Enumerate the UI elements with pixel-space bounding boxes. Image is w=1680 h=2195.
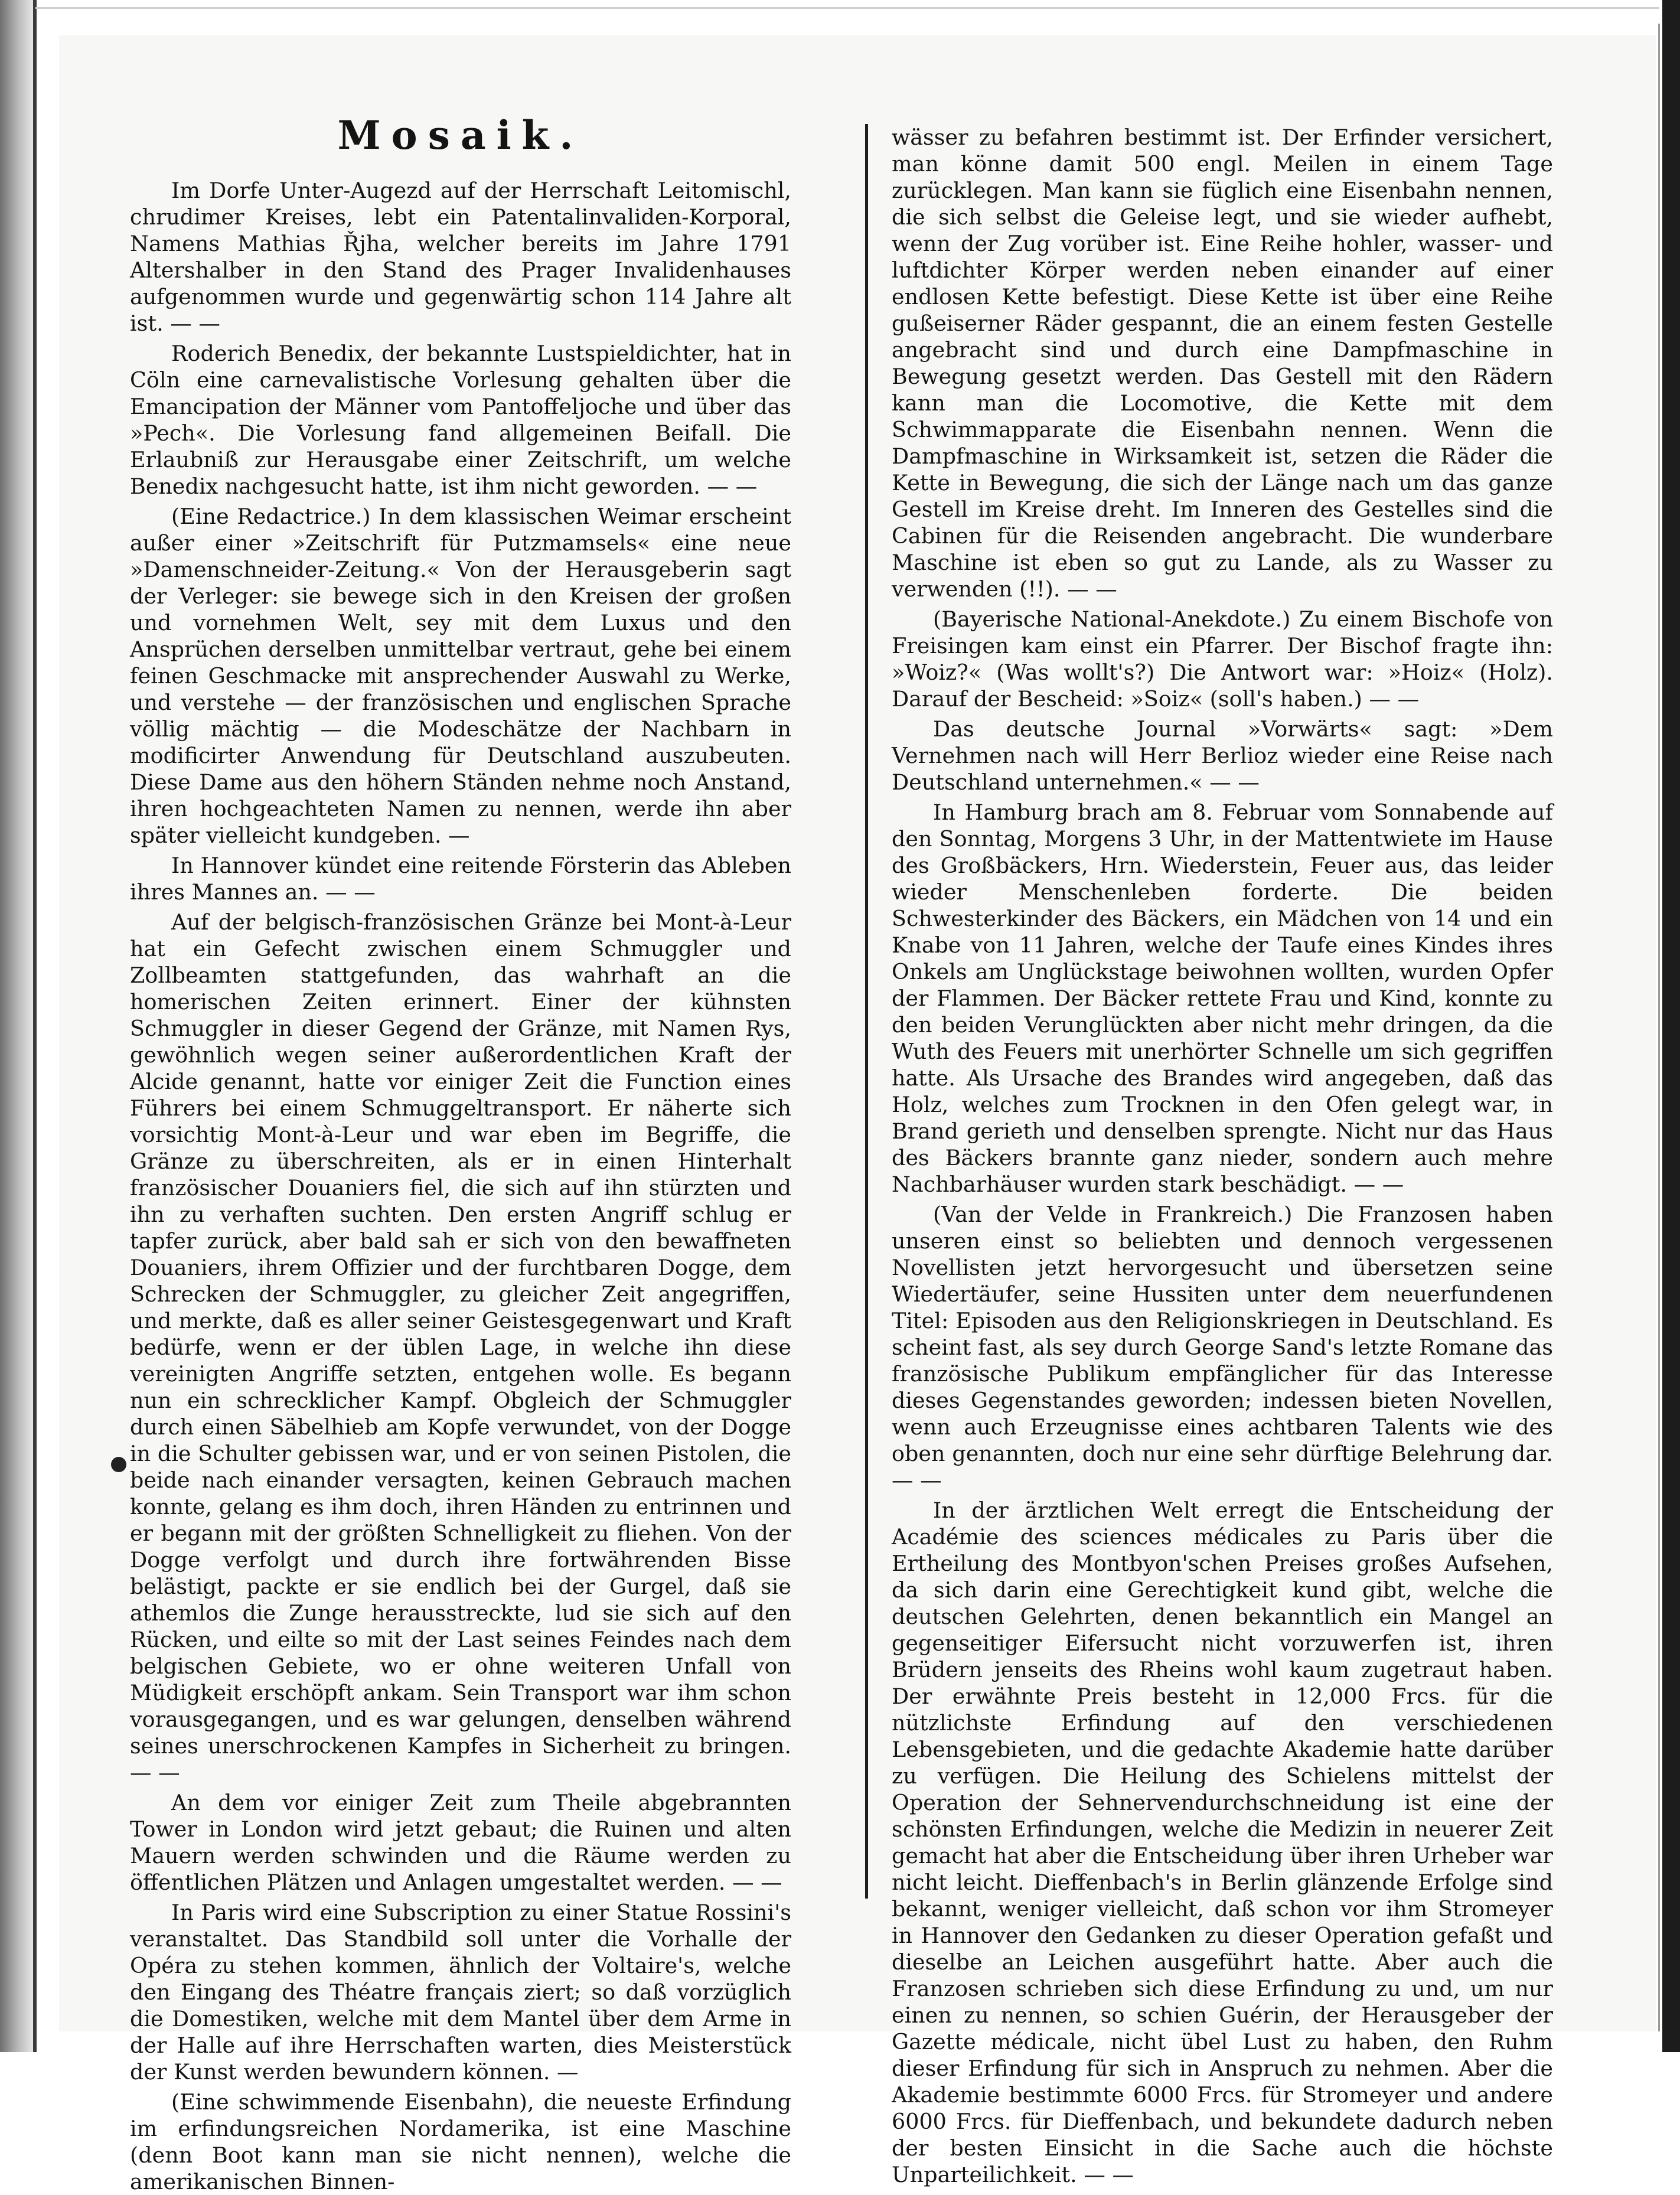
scan-top-line xyxy=(35,7,1659,9)
article-paragraph: In Hannover kündet eine reitende Försterin das Ableben ihres Mannes an. — — xyxy=(130,853,791,905)
article-paragraph: Das deutsche Journal »Vorwärts« sagt: »Dem Vernehmen nach will Herr Berlioz wieder eine Reise nach Deutschland unternehmen.« — — xyxy=(892,716,1553,795)
article-paragraph: wässer zu befahren bestimmt ist. Der Erfinder versichert, man könne damit 500 engl. Meilen in einem Tage zurücklegen. Man kann sie füglich eine Eisenbahn nennen, die sich selbst die Geleise legt, und sie wieder aufhebt, wenn der Zug vorüber ist. Eine Reihe hohler, wasser- und luftdichter Körper werden neben einander auf einer endlosen Kette befestigt. Diese Kette ist über eine Reihe gußeiserner Räder gespannt, die an einem festen Gestelle angebracht sind und durch eine Dampfmaschine in Bewegung gesetzt werden. Das Gestell mit den Rädern kann man die Locomotive, die Kette mit dem Schwimmapparate die Eisenbahn nennen. Wenn die Dampfmaschine in Wirksamkeit ist, setzen die Räder die Kette in Bewegung, die sich der Länge nach um das ganze Gestell im Kreise dreht. Im Inneren des Gestelles sind die Cabinen für die Reisenden angebracht. Die wunderbare Maschine ist eben so gut zu Lande, als zu Wasser zu verwenden (!!). — — xyxy=(892,125,1553,602)
article-paragraph: (Bayerische National-Anekdote.) Zu einem Bischofe von Freisingen kam einst ein Pfarrer. Der Bischof fragte ihn: »Woiz?« (Was wollt's?) Die Antwort war: »Hoiz« (Holz). Darauf der Bescheid: »Soiz« (soll's haben.) — — xyxy=(892,606,1553,712)
column-right xyxy=(892,124,1553,2188)
article-paragraph: Im Dorfe Unter-Augezd auf der Herrschaft Leitomischl, chrudimer Kreises, lebt ein Patentalinvaliden-Korporal, Namens Mathias Řjha, welcher bereits im Jahre 1791 Altershalber in den Stand des Prager Invalidenhauses aufgenommen wurde und gegenwärtig schon 114 Jahre alt ist. — — xyxy=(130,178,791,336)
scan-right-edge xyxy=(1662,0,1680,2052)
page-title: Mosaik. xyxy=(337,112,584,158)
article-paragraph: Auf der belgisch-französischen Gränze bei Mont-à-Leur hat ein Gefecht zwischen einem Schmuggler und Zollbeamten stattgefunden, das wahrhaft an die homerischen Zeiten erinnert. Einer der kühnsten Schmuggler in dieser Gegend der Gränze, mit Namen Rys, gewöhnlich wegen seiner außerordentlichen Kraft der Alcide genannt, hatte vor einiger Zeit die Function eines Führers bei einem Schmuggeltransport. Er näherte sich vorsichtig Mont-à-Leur und war eben im Begriffe, die Gränze zu überschreiten, als er in einen Hinterhalt französischer Douaniers fiel, die sich auf ihn stürzten und ihn zu verhaften suchten. Den ersten Angriff schlug er tapfer zurück, aber bald sah er sich von den bewaffneten Douaniers, ihrem Offizier und der furchtbaren Dogge, dem Schrecken der Schmuggler, zu gleicher Zeit angegriffen, und merkte, daß es aller seiner Geistesgegenwart und Kraft bedürfe, wenn er der üblen Lage, in welche ihn diese vereinigten Angriffe setzten, entgehen wolle. Es begann nun ein schrecklicher Kampf. Obgleich der Schmuggler durch einen Säbelhieb am Kopfe verwundet, von der Dogge in die Schulter gebissen war, und er von seinen Pistolen, die beide nach einander versagten, keinen Gebrauch machen konnte, gelang es ihm doch, ihren Händen zu entrinnen und er begann mit der größten Schnelligkeit zu fliehen. Von der Dogge verfolgt und durch ihre fortwährenden Bisse belästigt, packte er sie endlich bei der Gurgel, daß sie athemlos die Zunge herausstreckte, lud sie sich auf den Rücken, und eilte so mit der Last seines Feindes nach dem belgischen Gebiete, wo er ohne weiteren Unfall von Müdigkeit erschöpft ankam. Sein Transport war ihm schon vorausgegangen, und es war gelungen, denselben während seines unerschrockenen Kampfes in Sicherheit zu bringen. — — xyxy=(130,909,791,1785)
article-paragraph: (Eine schwimmende Eisenbahn), die neueste Erfindung im erfindungsreichen Nordamerika, ist eine Maschine (denn Boot kann man sie nicht nennen), welche die amerikanischen Binnen- xyxy=(130,2089,791,2194)
article-paragraph: In der ärztlichen Welt erregt die Entscheidung der Académie des sciences médicales zu Paris über die Ertheilung des Montbyon'schen Preises großes Aufsehen, da sich darin eine Gerechtigkeit kund gibt, welche die deutschen Gelehrten, denen bekanntlich ein Mangel an gegenseitiger Eifersucht nicht vorzuwerfen ist, ihren Brüdern jenseits des Rheins wohl kaum zugetraut haben. Der erwähnte Preis besteht in 12,000 Frcs. für die nützlichste Erfindung auf den verschiedenen Lebensgebieten, und die gedachte Akademie hatte darüber zu verfügen. Die Heilung des Schielens mittelst der Operation der Sehnervendurchschneidung ist eine der schönsten Erfindungen, welche die Medizin in neuerer Zeit gemacht hat aber die Entscheidung über ihren Urheber war nicht leicht. Dieffenbach's in Berlin glänzende Erfolge sind bekannt, weniger vielleicht, daß schon vor ihm Stromeyer in Hannover den Gedanken zu dieser Operation gefaßt und dieselbe an Leichen ausgeführt hatte. Aber auch die Franzosen schrieben sich diese Erfindung zu und, um nur einen zu nennen, so schien Guérin, der Herausgeber der Gazette médicale, nicht übel Lust zu haben, den Ruhm dieser Erfindung für sich in Anspruch zu nehmen. Aber die Akademie bestimmte 6000 Frcs. für Stromeyer und andere 6000 Frcs. für Dieffenbach, und bekundete dadurch neben der besten Einsicht in die Sache auch die höchste Unparteilichkeit. — — xyxy=(892,1498,1553,2187)
column-divider xyxy=(865,124,868,1899)
article-paragraph: In Paris wird eine Subscription zu einer Statue Rossini's veranstaltet. Das Standbild soll unter die Vorhalle der Opéra zu stehen kommen, ähnlich der Voltaire's, welche den Eingang des Théatre français ziert; so daß vorzüglich die Domestiken, welche mit dem Mantel über dem Arme in der Halle auf ihre Herrschaften warten, dies Meisterstück der Kunst werden bewundern können. — xyxy=(130,1900,791,2085)
article-paragraph: Roderich Benedix, der bekannte Lustspieldichter, hat in Cöln eine carnevalistische Vorlesung gehalten über die Emancipation der Männer vom Pantoffeljoche und über das »Pech«. Die Vorlesung fand allgemeinen Beifall. Die Erlaubniß zur Herausgabe einer Zeitschrift, um welche Benedix nachgesucht hatte, ist ihm nicht geworden. — — xyxy=(130,341,791,499)
scan-right-inner-line xyxy=(1658,24,1660,2031)
article-paragraph: An dem vor einiger Zeit zum Theile abgebrannten Tower in London wird jetzt gebaut; die Ruinen und alten Mauern werden schwinden und die Räume werden zu öffentlichen Plätzen und Anlagen umgestaltet werden. — — xyxy=(130,1790,791,1895)
article-paragraph: (Eine Redactrice.) In dem klassischen Weimar erscheint außer einer »Zeitschrift für Putzmamsels« eine neue »Damenschneider-Zeitung.« Von der Herausgeberin sagt der Verleger: sie bewege sich in den Kreisen der großen und vornehmen Welt, sey mit dem Luxus und den Ansprüchen derselben unmittelbar vertraut, gehe bei einem feinen Geschmacke mit ansprechender Auswahl zu Werke, und verstehe — der französischen und englischen Sprache völlig mächtig — die Modeschätze der Nachbarn in modificirter Anwendung für Deutschland auszubeuten. Diese Dame aus den höhern Ständen nehme noch Anstand, ihren hochgeachteten Namen zu nennen, werde ihn aber später vielleicht kundgeben. — xyxy=(130,504,791,848)
article-paragraph: (Van der Velde in Frankreich.) Die Franzosen haben unseren einst so beliebten und dennoch vergessenen Novellisten jetzt hervorgesucht und übersetzen seine Wiedertäufer, seine Hussiten unter dem neuerfundenen Titel: Episoden aus den Religionskriegen in Deutschland. Es scheint fast, als sey durch George Sand's letzte Romane das französische Publikum empfänglicher für das Interesse dieses Gegenstandes geworden; indessen bieten Novellen, wenn auch Erzeugnisse eines achtbaren Talents wie des oben genannten, doch nur eine sehr dürftige Belehrung dar. — — xyxy=(892,1202,1553,1493)
article-paragraph: In Hamburg brach am 8. Februar vom Sonnabende auf den Sonntag, Morgens 3 Uhr, in der Mattentwiete im Hause des Großbäckers, Hrn. Wiederstein, Feuer aus, das leider wieder Menschenleben forderte. Die beiden Schwesterkinder des Bäckers, ein Mädchen von 14 und ein Knabe von 11 Jahren, welche der Taufe eines Kindes ihres Onkels am Unglückstage beiwohnen wollten, wurden Opfer der Flammen. Der Bäcker rettete Frau und Kind, konnte zu den beiden Verunglückten aber nicht mehr dringen, da die Wuth des Feuers mit unerhörter Schnelle um sich gegriffen hatte. Als Ursache des Brandes wird angegeben, daß das Holz, welches zum Trocknen in den Ofen gelegt war, in Brand gerieth und denselben sprengte. Nicht nur das Haus des Bäckers brannte ganz nieder, sondern auch mehre Nachbarhäuser wurden stark beschädigt. — — xyxy=(892,800,1553,1197)
scan-left-edge xyxy=(0,0,33,2052)
scan-binding-line xyxy=(33,0,37,2052)
column-left xyxy=(130,177,791,2195)
scan-artifact-dot xyxy=(111,1457,126,1472)
